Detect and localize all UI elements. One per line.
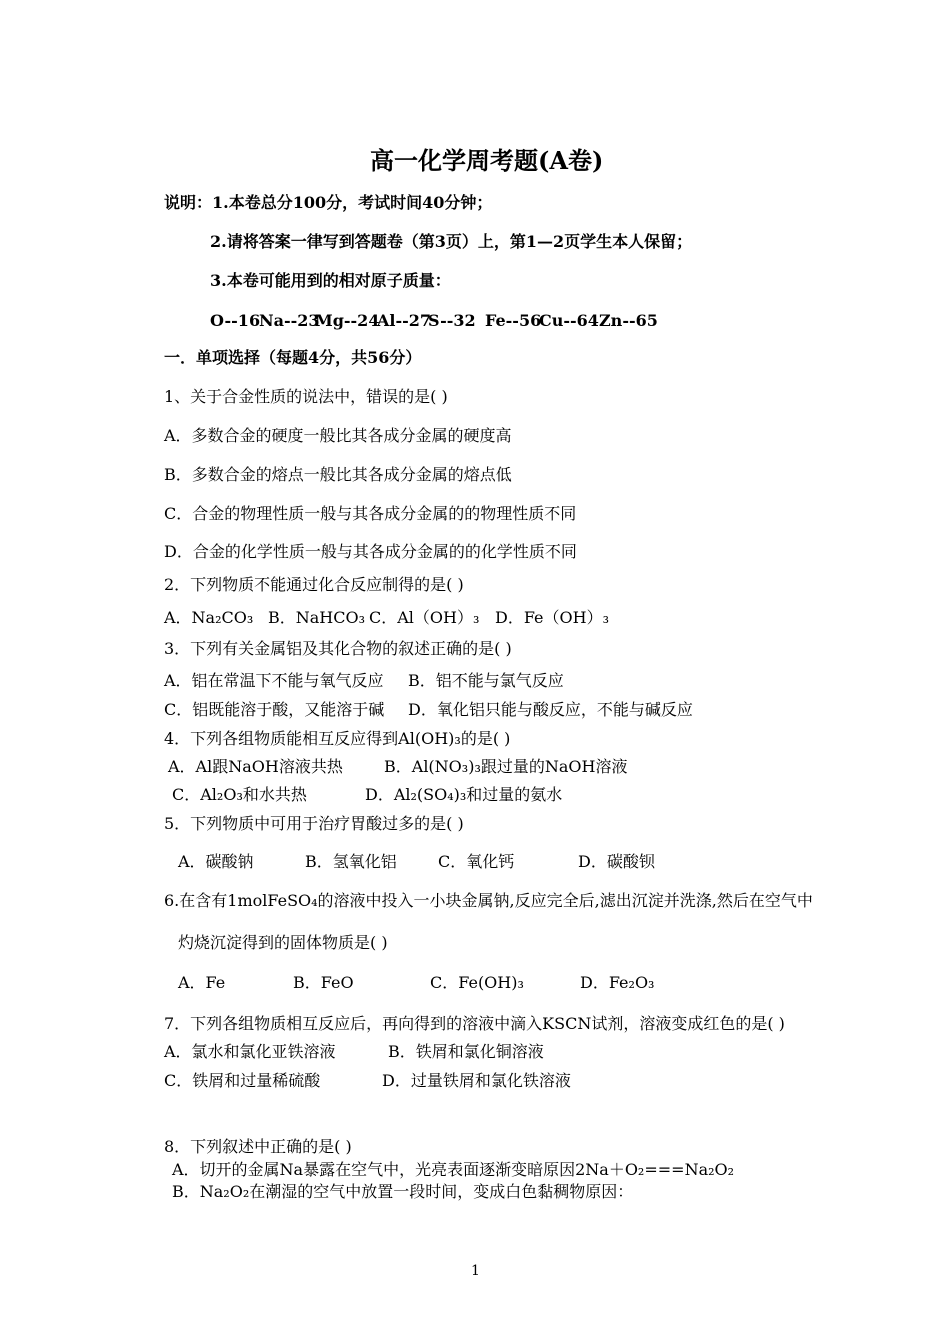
question-6-stem: 6.在含有1molFeSO₄的溶液中投入一小块金属钠,反应完全后,滤出沉淀并洗涤,然后在空气中 xyxy=(164,891,813,910)
question-1-option-b: B．多数合金的熔点一般比其各成分金属的熔点低 xyxy=(164,465,512,484)
question-1-option-d: D．合金的化学性质一般与其各成分金属的的化学性质不同 xyxy=(164,542,577,561)
question-8-stem: 8．下列叙述中正确的是( ) xyxy=(164,1137,352,1156)
question-4-stem: 4．下列各组物质能相互反应得到Al(OH)₃的是( ) xyxy=(164,729,511,748)
mass-fe: Fe--56 xyxy=(485,311,542,330)
instructions-line-1: 说明：1.本卷总分100分，考试时间40分钟； xyxy=(164,193,493,212)
question-7-option-d: D．过量铁屑和氯化铁溶液 xyxy=(382,1071,571,1090)
question-4-option-a: A．Al跟NaOH溶液共热 xyxy=(168,757,343,776)
question-7-option-c: C．铁屑和过量稀硫酸 xyxy=(164,1071,321,1090)
question-7-option-b: B．铁屑和氯化铜溶液 xyxy=(388,1042,544,1061)
question-2-option-d: D．Fe（OH）₃ xyxy=(495,608,610,627)
question-6-option-b: B．FeO xyxy=(293,973,354,992)
mass-mg: Mg--24 xyxy=(315,311,380,330)
question-6-option-d: D．Fe₂O₃ xyxy=(580,973,655,992)
page-title: 高一化学周考题(A卷) xyxy=(370,146,604,175)
mass-al: Al--27 xyxy=(377,311,432,330)
section-heading: 一．单项选择（每题4分，共56分） xyxy=(164,348,422,367)
question-4-option-b: B．Al(NO₃)₃跟过量的NaOH溶液 xyxy=(384,757,628,776)
question-4-option-d: D．Al₂(SO₄)₃和过量的氨水 xyxy=(365,785,563,804)
question-6-option-c: C．Fe(OH)₃ xyxy=(430,973,524,992)
question-1-stem: 1、关于合金性质的说法中，错误的是( ) xyxy=(164,387,448,406)
question-7-option-a: A．氯水和氯化亚铁溶液 xyxy=(164,1042,336,1061)
question-8-option-b: B．Na₂O₂在潮湿的空气中放置一段时间，变成白色黏稠物原因： xyxy=(172,1182,634,1201)
question-3-option-c: C．铝既能溶于酸，又能溶于碱 xyxy=(164,700,385,719)
question-6-option-a: A．Fe xyxy=(178,973,226,992)
question-3-stem: 3．下列有关金属铝及其化合物的叙述正确的是( ) xyxy=(164,639,512,658)
question-6-stem-continued: 灼烧沉淀得到的固体物质是( ) xyxy=(178,933,388,952)
mass-zn: Zn--65 xyxy=(599,311,658,330)
question-3-option-d: D．氧化铝只能与酸反应，不能与碱反应 xyxy=(408,700,693,719)
mass-o: O--16 xyxy=(210,311,261,330)
question-5-option-d: D．碳酸钡 xyxy=(578,852,655,871)
question-2-option-a: A．Na₂CO₃ xyxy=(164,608,254,627)
question-2-option-b: B．NaHCO₃ xyxy=(268,608,366,627)
mass-cu: Cu--64 xyxy=(539,311,599,330)
question-3-option-a: A．铝在常温下不能与氧气反应 xyxy=(164,671,384,690)
question-7-stem: 7．下列各组物质相互反应后，再向得到的溶液中滴入KSCN试剂，溶液变成红色的是( ) xyxy=(164,1014,785,1033)
mass-na: Na--23 xyxy=(259,311,320,330)
question-5-option-a: A．碳酸钠 xyxy=(178,852,254,871)
question-4-option-c: C．Al₂O₃和水共热 xyxy=(172,785,307,804)
question-5-stem: 5．下列物质中可用于治疗胃酸过多的是( ) xyxy=(164,814,464,833)
page-number: 1 xyxy=(471,1263,480,1279)
question-2-option-c: C．Al（OH）₃ xyxy=(369,608,480,627)
instructions-line-3: 3.本卷可能用到的相对原子质量： xyxy=(210,271,451,290)
question-1-option-c: C．合金的物理性质一般与其各成分金属的的物理性质不同 xyxy=(164,504,577,523)
instructions-line-2: 2.请将答案一律写到答题卷（第3页）上，第1—2页学生本人保留； xyxy=(210,232,693,251)
mass-s: S--32 xyxy=(428,311,476,330)
question-5-option-c: C．氧化钙 xyxy=(438,852,515,871)
question-1-option-a: A．多数合金的硬度一般比其各成分金属的硬度高 xyxy=(164,426,512,445)
question-8-option-a: A．切开的金属Na暴露在空气中，光亮表面逐渐变暗原因2Na＋O₂===Na₂O₂ xyxy=(172,1160,735,1179)
question-2-stem: 2．下列物质不能通过化合反应制得的是( ) xyxy=(164,575,464,594)
question-3-option-b: B．铝不能与氯气反应 xyxy=(408,671,564,690)
question-5-option-b: B．氢氧化铝 xyxy=(305,852,397,871)
